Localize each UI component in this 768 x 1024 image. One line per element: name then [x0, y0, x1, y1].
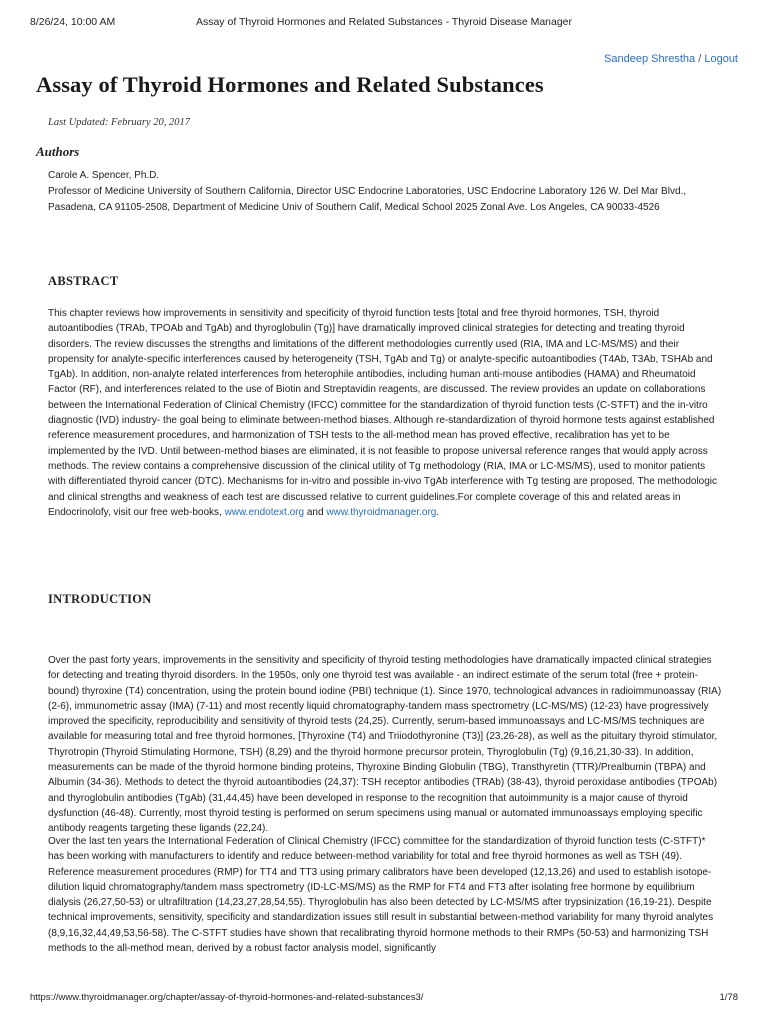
print-url: https://www.thyroidmanager.org/chapter/assay-of-thyroid-hormones-and-related-substances3/ [30, 992, 424, 1003]
last-updated: Last Updated: February 20, 2017 [48, 117, 191, 128]
print-page-title: Assay of Thyroid Hormones and Related Substances - Thyroid Disease Manager [195, 16, 573, 28]
user-nav-separator: / [695, 53, 705, 65]
logout-link[interactable]: Logout [704, 53, 738, 65]
print-footer [30, 992, 738, 1006]
abstract-paragraph [48, 306, 724, 520]
author-affiliation: Professor of Medicine University of Southern California, Director USC Endocrine Laboratories, USC Endocrine Laboratory 126 W. Del Mar Blvd., Pasadena, CA 91105-2508, Department of Medicine Univ of Southern Calif, Medical School 2025 Zonal Ave. Los Angeles, CA 90033-4526 [48, 186, 687, 213]
user-nav [604, 53, 738, 65]
article-title: Assay of Thyroid Hormones and Related Substances [36, 72, 544, 97]
endotext-link[interactable]: www.endotext.org [224, 506, 305, 518]
thyroidmanager-link[interactable]: www.thyroidmanager.org [326, 506, 437, 518]
print-header [30, 16, 738, 32]
print-page-number: 1/78 [719, 992, 738, 1003]
username-link[interactable]: Sandeep Shrestha [604, 53, 696, 65]
print-datetime: 8/26/24, 10:00 AM [30, 16, 116, 28]
abstract-and: and [304, 506, 327, 518]
intro-paragraph-1: Over the past forty years, improvements in the sensitivity and specificity of thyroid testing methodologies have dramatically impacted clinical strategies for detecting and treating thyroid disorders. In the 1950s, only one thyroid test was available - an indirect estimate of the serum total (free + protein-bound) thyroxine (T4) concentration, using the protein bound iodine (PBI) technique (1). Since 1970, technological advances in radioimmunoassay (RIA) (2-6), immunometric assay (IMA) (7-11) and most recently liquid chromatography-tandem mass spectrometry (LC-MS/MS) (12-23) have progressively improved the specificity, reproducibility and sensitivity of thyroid tests (24,25). Currently, serum-based immunoassays and LC-MS/MS techniques are available for measuring total and free thyroid hormones, [Thyroxine (T4) and Triiodothyronine (T3)] (23,26-28), as well as the pituitary thyroid stimulator, Thyrotropin (Thyroid Stimulating Hormone, TSH) (8,29) and the thyroid hormone precursor protein, Thyroglobulin (Tg) (9,16,21,30-33). In addition, measurements can be made of the thyroid hormone binding proteins, Thyroxine Binding Globulin (TBG), Transthyretin (TTR)/Prealbumin (TBPA) and Albumin (34-36). Methods to detect the thyroid autoantibodies (24,37): TSH receptor antibodies (TRAb) (38-43), thyroid peroxidase antibodies (TPOAb) and thyroglobulin antibodies (TgAb) (31,44,45) have been developed in response to the recognition that autoimmunity is a major cause of thyroid dysfunction (46-48). Currently, most thyroid testing is performed on serum specimens using manual or automated immunoassays employing specific antibody reagents targeting these ligands (22,24). [48, 655, 722, 835]
abstract-text: This chapter reviews how improvements in sensitivity and specificity of thyroid function tests [total and free thyroid hormones, TSH, thyroid autoantibodies (TRAb, TPOAb and TgAb) and thyroglobulin (Tg)] have dramatically improved clinical strategies for detecting and treating thyroid disorders. The review discusses the strengths and limitations of the different methodologies currently used (RIA, IMA and LC-MS/MS) and their propensity for analyte-specific interferences caused by heterogeneity (TSH, TgAb and Tg) or analyte-specific autoantibodies (T4Ab, T3Ab, TSHAb and TgAb). In addition, non-analyte related interferences from heterophile antibodies, including human anti-mouse antibodies (HAMA) and Rheumatoid Factor (RF), and interferences related to the use of Biotin and Streptavidin reagents, are discussed. The review provides an update on collaborations between the International Federation of Clinical Chemistry (IFCC) committee for the standardization of thyroid function tests (C-STFT) and the in-vitro diagnostic (IVD) industry- the goal being to eliminate between-method biases. Although re-standardization of thyroid hormone tests against established reference measurement procedures, and harmonization of TSH tests to the all-method mean has proved effective, recalibration has yet to be implemented by the IVD. Until between-method biases are eliminated, it is not feasible to propose universal reference ranges that would apply across methods. The review contains a comprehensive discussion of the clinical utility of Tg methodology (RIA, IMA or LC-MS/MS), used to monitor patients with differentiated thyroid cancer (DTC). Mechanisms for in-vitro and possible in-vivo TgAb interference with Tg testing are proposed. The methodologic and clinical strengths and weakness of each test are discussed relative to current guidelines.For complete coverage of this and related areas in Endocrinolofy, visit our free web-books, [48, 308, 718, 518]
author-name: Carole A. Spencer, Ph.D. [48, 170, 160, 181]
abstract-heading: ABSTRACT [48, 274, 119, 288]
intro-paragraph-2: Over the last ten years the International Federation of Clinical Chemistry (IFCC) committee for the standardization of thyroid function tests (C-STFT)* has been working with manufacturers to identify and reduce between-method variability for total and free thyroid hormones as well as TSH (49). Reference measurement procedures (RMP) for TT4 and TT3 using primary calibrators have been developed (12,13,26) and used to establish isotope-dilution liquid chromatography/tandem mass spectrometry (ID-LC-MS/MS) as the RMP for FT4 and FT3 after isolating free hormone by equilibrium dialysis (26,27,50-53) or ultrafiltration (14,23,27,28,54,55). Thyroglobulin has also been detected by LC-MS/MS after trypsinization (16,19-21). Despite technical improvements, sensitivity, specificity and standardization issues still result in substantial between-method variability for many thyroid analytes (8,9,16,32,44,49,53,56-58). The C-STFT studies have shown that recalibrating thyroid hormone methods to their RMPs (50-53) and harmonizing TSH methods to the all-method mean, derived by a robust factor analysis model, significantly [48, 836, 714, 955]
introduction-heading: INTRODUCTION [48, 592, 152, 606]
authors-heading: Authors [36, 144, 80, 159]
author-block [48, 168, 728, 216]
abstract-end: . [436, 506, 440, 518]
